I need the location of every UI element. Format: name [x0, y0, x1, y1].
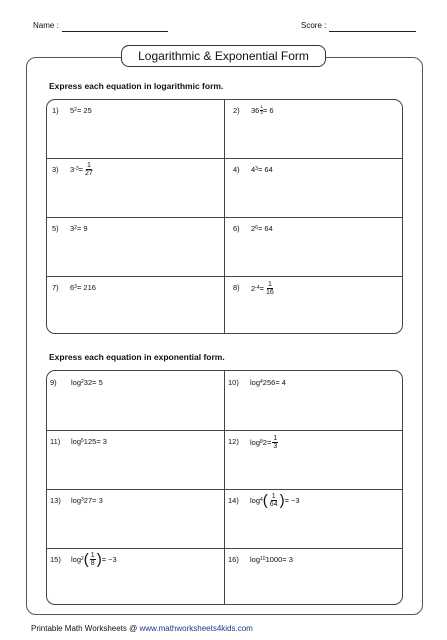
problem-4-number: 4) — [233, 164, 240, 174]
problem-9-number: 9) — [50, 377, 57, 387]
problem-10-number: 10) — [228, 377, 239, 387]
problem-14-number: 14) — [228, 495, 239, 505]
section2-instruction: Express each equation in exponential form. — [49, 352, 225, 362]
footer — [31, 624, 253, 633]
problem-1-expression: 5 2 = 25 — [70, 105, 92, 115]
grid-divider-row — [47, 276, 402, 277]
section1-instruction: Express each equation in logarithmic form. — [49, 81, 224, 91]
grid-divider-row — [47, 158, 402, 159]
section2-grid — [46, 370, 403, 605]
problem-7-expression: 6 3 = 216 — [70, 282, 96, 292]
problem-3-number: 3) — [52, 164, 59, 174]
grid-divider-row — [47, 548, 402, 549]
problem-3-expression: 3 -3 = $\frac{1}{27}$ — [70, 161, 93, 177]
footer-prefix: Printable Math Worksheets @ — [31, 624, 140, 633]
problem-10-expression: log 4 256 = 4 — [250, 377, 286, 387]
problem-13-number: 13) — [50, 495, 61, 505]
problem-5-number: 5) — [52, 223, 59, 233]
problem-16-number: 16) — [228, 554, 239, 564]
problem-2-number: 2) — [233, 105, 240, 115]
score-label: Score : — [301, 21, 327, 30]
footer-url-link[interactable]: www.mathworksheets4kids.com — [139, 624, 253, 633]
problem-13-expression: log 3 27 = 3 — [71, 495, 103, 505]
problem-4-expression: 4 3 = 64 — [251, 164, 273, 174]
problem-2-expression: 36 $\frac{1}{2}$ = 6 — [251, 104, 274, 115]
name-label: Name : — [33, 21, 59, 30]
problem-12-expression: log 8 2 = $\frac{1}{3}$ — [250, 434, 278, 450]
problem-7-number: 7) — [52, 282, 59, 292]
problem-8-number: 8) — [233, 282, 240, 292]
problem-11-expression: log 5 125 = 3 — [71, 436, 107, 446]
section1-grid — [46, 99, 403, 334]
problem-12-number: 12) — [228, 436, 239, 446]
score-line — [329, 31, 416, 32]
grid-divider-row — [47, 489, 402, 490]
problem-8-expression: 2 -4 = $\frac{1}{16}$ — [251, 280, 274, 296]
problem-6-number: 6) — [233, 223, 240, 233]
problem-9-expression: log 2 32 = 5 — [71, 377, 103, 387]
problem-11-number: 11) — [50, 436, 61, 446]
grid-divider-row — [47, 217, 402, 218]
problem-6-expression: 2 6 = 64 — [251, 223, 273, 233]
name-line — [62, 31, 168, 32]
problem-16-expression: log 10 1000 = 3 — [250, 554, 293, 564]
problem-5-expression: 3 2 = 9 — [70, 223, 88, 233]
worksheet-title: Logarithmic & Exponential Form — [121, 45, 326, 67]
problem-1-number: 1) — [52, 105, 59, 115]
problem-15-expression: log 2 ( $\frac{1}{8}$ ) = −3 — [71, 550, 117, 568]
grid-divider-row — [47, 430, 402, 431]
problem-14-expression: log 4 ( $\frac{1}{64}$ ) = −3 — [250, 491, 300, 509]
grid-divider-vertical — [224, 371, 225, 604]
problem-15-number: 15) — [50, 554, 61, 564]
